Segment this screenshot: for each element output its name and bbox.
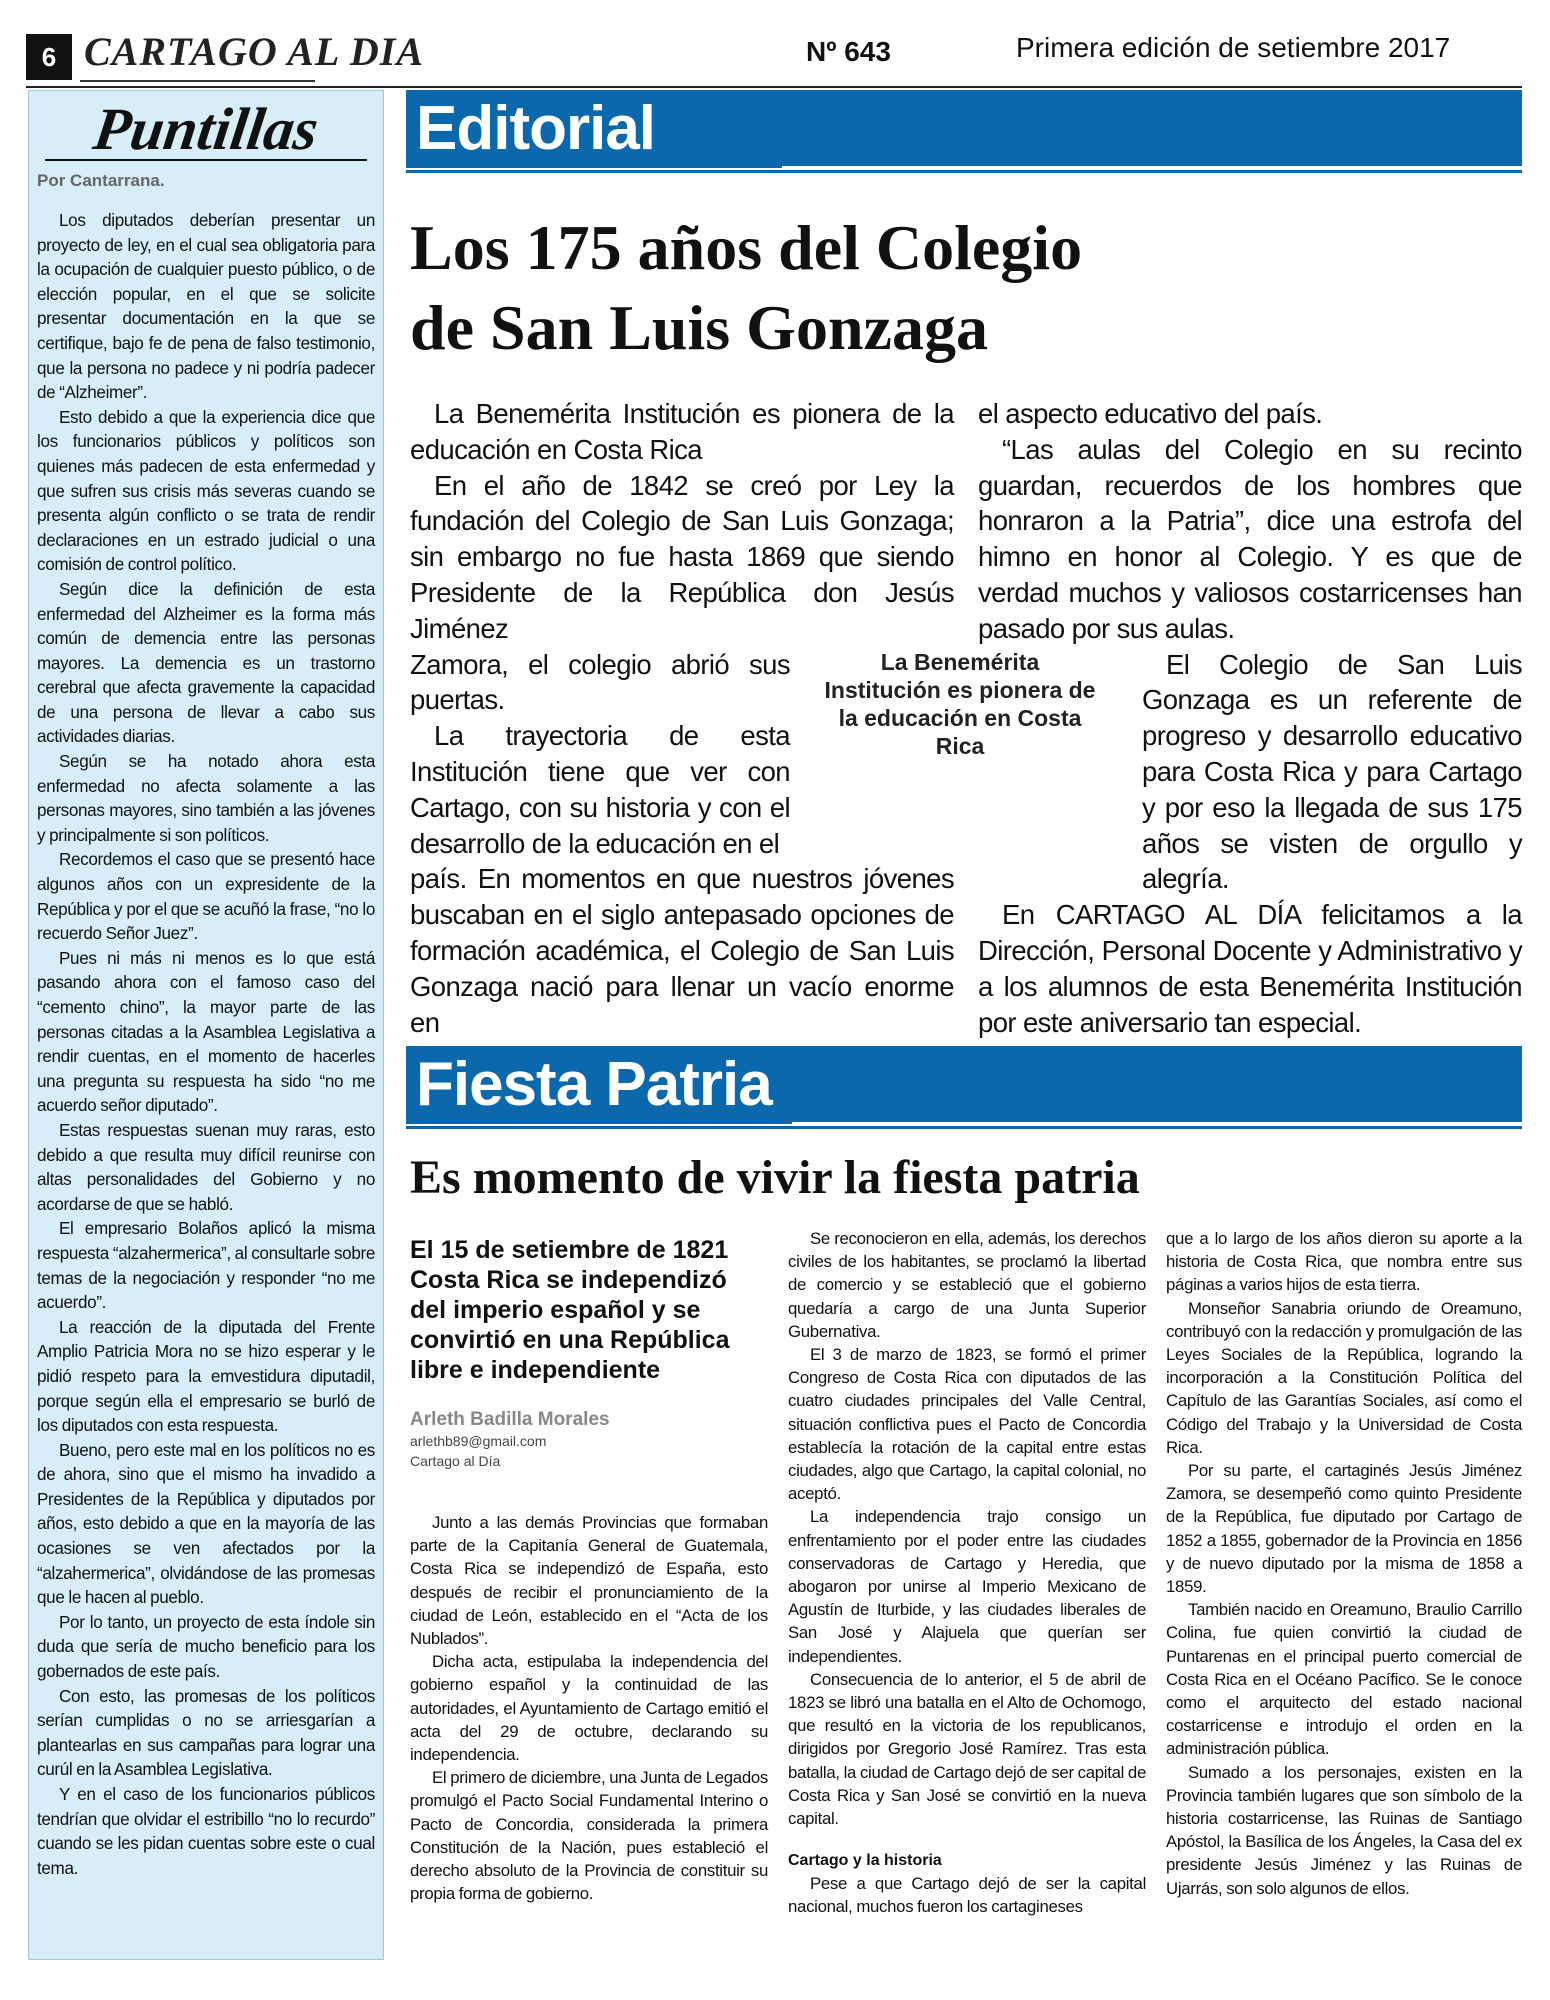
editorial-column-2 — [978, 396, 1522, 1040]
banner-rule — [792, 1122, 1522, 1124]
fiesta-paragraph: Se reconocieron en ella, además, los derechos civiles de los habitantes, se proclamó la libertad de comercio y se estableció que el gobierno quedaría a cargo de una Junta Superior Gubernativa. — [788, 1229, 1146, 1341]
editorial-headline — [410, 208, 1082, 368]
fiesta-banner — [406, 1046, 1522, 1124]
issue-number: Nº 643 — [806, 36, 891, 67]
puntillas-paragraph: Según se ha notado ahora esta enfermedad no afecta solamente a las personas mayores, sino también a las jóvenes y principalmente si son políticos. — [37, 752, 375, 845]
puntillas-body — [37, 209, 375, 1881]
editorial-paragraph: El Colegio de San Luis Gonzaga es un referente de progreso y desarrollo educativo para Costa Rica y para Cartago y por eso la llegada de sus 175 años se visten de orgullo y alegría. — [1142, 648, 1522, 895]
puntillas-paragraph: Recordemos el caso que se presentó hace algunos años con un expresidente de la República y por el que se acuñó la frase, “no lo recuerdo Señor Juez”. — [37, 850, 375, 944]
fiesta-paragraph: que a lo largo de los años dieron su aporte a la historia de Costa Rica, que nombra entre sus páginas a varios hijos de esta tierra. — [1166, 1229, 1522, 1295]
fiesta-column-1 — [410, 1235, 768, 1905]
fiesta-paragraph: Sumado a los personajes, existen en la Provincia también lugares que son símbolo de la historia costarricense, las Ruinas de Santiago Apóstol, la Basílica de los Ángeles, la Casa del ex presidente Jesús Jiménez y las Ruinas de Ujarrás, son solo algunos de ellos. — [1166, 1762, 1522, 1898]
puntillas-paragraph: Con esto, las promesas de los políticos serían cumplidas o no se arriesgarían a plantearlas en sus campañas para lograr una curúl en la Asamblea Legislativa. — [37, 1686, 375, 1780]
puntillas-title: Puntillas — [89, 96, 323, 162]
fiesta-lead: El 15 de setiembre de 1821 Costa Rica se independizó del imperio español y se convirtió en una República libre e independiente — [410, 1236, 730, 1384]
banner-underline — [406, 1126, 1522, 1129]
fiesta-paragraph: El primero de diciembre, una Junta de Legados promulgó el Pacto Social Fundamental Interino o Pacto de Concordia, considerada la primera Constitución de la Nación, pues estableció el derecho absoluto de la Provincia de constituir su propia forma de gobierno. — [410, 1768, 768, 1904]
editorial-paragraph: En CARTAGO AL DÍA felicitamos a la Dirección, Personal Docente y Administrativo y a los alumnos de esta Benemérita Institución por este aniversario tan especial. — [978, 899, 1522, 1038]
fiesta-column-3 — [1166, 1227, 1522, 1900]
fiesta-paragraph: La independencia trajo consigo un enfrentamiento por el poder entre las ciudades conservadoras de Cartago y Heredia, que abogaron por unirse al Imperio Mexicano de Agustín de Iturbide, y las ciudades liberales de San José y Alajuela que querían ser independientes. — [788, 1507, 1146, 1666]
puntillas-byline: Por Cantarrana. — [37, 171, 165, 190]
puntillas-paragraph: Por lo tanto, un proyecto de esta índole sin duda que sería de mucho beneficio para los gobernados de este país. — [37, 1612, 375, 1682]
fiesta-author-email: arlethb89@gmail.com — [410, 1433, 547, 1449]
banner-rule — [782, 166, 1522, 168]
masthead-logo: CARTAGO AL DIA — [84, 29, 424, 74]
fiesta-paragraph: Por su parte, el cartaginés Jesús Jiménez Zamora, se desempeñó como quinto Presidente de la República, fue diputado por Cartago de 1852 a 1855, gobernador de la Provincia en 1856 y de nuevo diputado por la misma de 1858 a 1859. — [1166, 1461, 1522, 1597]
header-divider — [26, 86, 1522, 88]
fiesta-paragraph: Dicha acta, estipulaba la independencia del gobierno español y la continuidad de las autoridades, el Ayuntamiento de Cartago emitió el acta del 29 de octubre, declarando su independencia. — [410, 1652, 768, 1765]
puntillas-paragraph: El empresario Bolaños aplicó la misma respuesta “alzahermerica”, al consultarle sobre temas de la negociación y responder “no me acuerdo”. — [37, 1219, 375, 1313]
editorial-section-label: Editorial — [416, 94, 661, 164]
editorial-paragraph: país. En momentos en que nuestros jóvenes buscaban en el siglo antepasado opciones de formación académica, el Colegio de San Luis Gonzaga nació para llenar un vacío enorme en — [410, 863, 954, 1038]
puntillas-paragraph: Bueno, pero este mal en los políticos no es de ahora, sino que el mismo ha invadido a Presidentes de la República y diputados por años, esto debido a que en la mayoría de las ocasiones se ven afectados por la “alzahermerica”, olvidándose de las promesas que le hacen al pueblo. — [37, 1440, 375, 1608]
fiesta-section-label: Fiesta Patria — [416, 1050, 778, 1120]
editorial-paragraph: En el año de 1842 se creó por Ley la fundación del Colegio de San Luis Gonzaga; sin embargo no fue hasta 1869 que siendo Presidente de la República don Jesús Jiménez — [410, 469, 954, 644]
editorial-pullquote: La Benemérita Institución es pionera de la educación en Costa Rica — [824, 649, 1096, 759]
puntillas-paragraph: Según dice la definición de esta enfermedad del Alzheimer es la forma más común de demencia entre las personas mayores. La demencia es un trastorno cerebral que afecta gravemente la capacidad de una persona de llevar a cabo sus actividades diarias. — [37, 579, 375, 747]
fiesta-subhead: Cartago y la historia — [788, 1852, 942, 1870]
puntillas-paragraph: La reacción de la diputada del Frente Amplio Patricia Mora no se hizo esperar y le pidió respeto para la emvestidura diputadil, porque según ella el empresario se burló de los diputados con esta respuesta. — [37, 1317, 375, 1436]
banner-underline — [406, 170, 1522, 173]
puntillas-paragraph: Esto debido a que la experiencia dice que los funcionarios públicos y políticos son quienes más padecen de esta enfermedad y que sufren sus crisis más severas cuando se presenta algún conflicto o se trata de rendir declaraciones en un estrado judicial o una comisión de control político. — [37, 407, 375, 575]
fiesta-paragraph: Consecuencia de lo anterior, el 5 de abril de 1823 se libró una batalla en el Alto de Ochomogo, que resultó en la victoria de los republicanos, dirigidos por Gregorio José Ramírez. Tras esta batalla, la ciudad de Cartago dejó de ser capital de Costa Rica y San José se convirtió en la nueva capital. — [788, 1669, 1146, 1829]
editorial-headline-line1: Los 175 años del Colegio — [410, 212, 1083, 283]
fiesta-author: Arleth Badilla Morales — [410, 1409, 610, 1430]
edition-date: Primera edición de setiembre 2017 — [1016, 32, 1451, 63]
fiesta-paragraph: Pese a que Cartago dejó de ser la capital nacional, muchos fueron los cartagineses — [788, 1874, 1146, 1917]
fiesta-author-org: Cartago al Día — [410, 1453, 501, 1469]
fiesta-headline: Es momento de vivir la fiesta patria — [410, 1151, 1140, 1204]
fiesta-column-2 — [788, 1227, 1146, 1919]
fiesta-paragraph: Monseñor Sanabria oriundo de Oreamuno, contribuyó con la redacción y promulgación de las Leyes Sociales de la República, logrando la incorporación a la Constitución Política del Capítulo de las Garantías Sociales, así como el Código del Trabajo y la Universidad de Costa Rica. — [1166, 1298, 1522, 1457]
puntillas-column — [28, 90, 384, 1960]
editorial-headline-line2: de San Luis Gonzaga — [410, 292, 988, 363]
puntillas-paragraph: Y en el caso de los funcionarios públicos tendrían que olvidar el estribillo “no lo recurdo” cuando se les pidan cuentas sobre este o cual tema. — [37, 1785, 375, 1878]
fiesta-paragraph: El 3 de marzo de 1823, se formó el primer Congreso de Costa Rica con diputados de las cuatro ciudades principales del Valle Central, situación conflictiva pues el Pacto de Concordia establecía la rotación de la capital entre estas ciudades, algo que Cartago, la capital colonial, no aceptó. — [788, 1345, 1146, 1504]
puntillas-paragraph: Pues ni más ni menos es lo que está pasando ahora con el famoso caso del “cemento chino”, la mayor parte de las personas citadas a la Asamblea Legislativa a rendir cuentas, en el momento de hacerles una pregunta su respuesta ha sido “no me acuerdo señor diputado”. — [37, 948, 375, 1116]
masthead-underline — [80, 80, 315, 82]
editorial-paragraph: “Las aulas del Colegio en su recinto guardan, recuerdos de los hombres que honraron a la Patria”, dice una estrofa del himno en honor al Colegio. Y es que de verdad muchos y valiosos costarricenses han pasado por sus aulas. — [978, 433, 1522, 644]
fiesta-paragraph: También nacido en Oreamuno, Braulio Carrillo Colina, fue quien convirtió la ciudad de Puntarenas en el principal puerto comercial de Costa Rica en el Océano Pacífico. Se le conoce como el arquitecto del estado nacional costarricense e introdujo el orden en la administración pública. — [1166, 1600, 1522, 1759]
page-number: 6 — [26, 34, 72, 80]
fiesta-body-1 — [410, 1511, 768, 1905]
editorial-banner — [406, 90, 1522, 168]
editorial-paragraph: el aspecto educativo del país. — [978, 398, 1323, 429]
editorial-paragraph: La Benemérita Institución es pionera de la educación en Costa Rica — [410, 398, 954, 465]
puntillas-paragraph: Estas respuestas suenan muy raras, esto debido a que resulta muy difícil reunirse con altas personalidades del Gobierno y no acordarse de que se habló. — [37, 1120, 375, 1214]
editorial-paragraph: La trayectoria de esta Institución tiene que ver con Cartago, con su historia y con el desarrollo de la educación en el — [410, 720, 790, 859]
puntillas-paragraph: Los diputados deberían presentar un proyecto de ley, en el cual sea obligatoria para la ocupación de cualquier puesto público, o de elección popular, en el que se solicite presentar documentación en la que se certifique, bajo fe de pena de falso testimonio, que la persona no padece y ni podría padecer de “Alzheimer”. — [37, 211, 375, 403]
editorial-paragraph: Zamora, el colegio abrió sus puertas. — [410, 648, 790, 716]
fiesta-paragraph: Junto a las demás Provincias que formaban parte de la Capitanía General de Guatemala, Costa Rica se independizó de España, esto después de recibir el pronunciamiento de la ciudad de León, establecido en el “Acta de los Nublados”. — [410, 1513, 768, 1649]
